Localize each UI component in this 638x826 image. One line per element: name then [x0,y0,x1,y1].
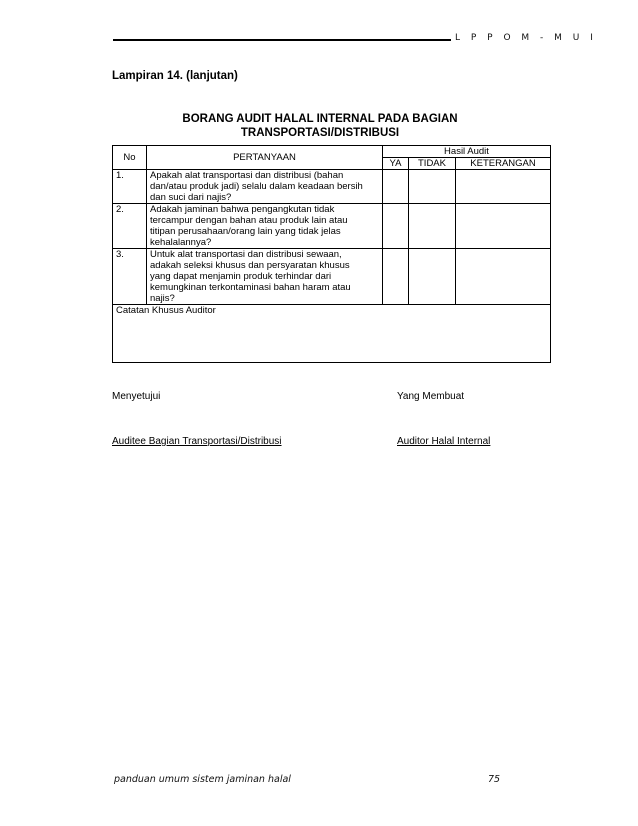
auditor-notes-row [113,305,551,363]
table-row [113,170,551,204]
question-line: dan suci dari najis? [150,192,232,203]
footer-page-number: 75 [488,774,501,785]
col-header-yes: YA [383,158,409,170]
question-line: adakah seleksi khusus dan persyaratan khusus [150,260,350,271]
col-header-no: No [113,146,147,170]
table-row [113,204,551,249]
answer-no-cell[interactable] [409,204,456,249]
header-brand: L P P O M - M U I [455,33,597,43]
col-header-question: PERTANYAAN [147,146,383,170]
question-text [147,170,383,204]
question-line: yang dapat menjamin produk terhindar dari [150,271,332,282]
answer-yes-cell[interactable] [383,204,409,249]
form-title-line1: BORANG AUDIT HALAL INTERNAL PADA BAGIAN [182,113,458,125]
question-text [147,249,383,305]
col-header-result: Hasil Audit [383,146,551,158]
answer-notes-cell[interactable] [456,204,551,249]
question-line: tercampur dengan bahan atau produk lain atau [150,215,348,226]
question-line: najis? [150,293,175,304]
question-line: dan/atau produk jadi) selalu dalam keadaan bersih [150,181,363,192]
question-number: 2. [113,204,147,249]
question-line: kemungkinan terkontaminasi bahan haram atau [150,282,351,293]
answer-no-cell[interactable] [409,249,456,305]
header-rule [113,39,451,41]
auditee-signature-label: Auditee Bagian Transportasi/Distribusi [112,436,282,447]
table-header-row [113,146,551,158]
question-line: titipan perusahaan/orang lain yang tidak jelas [150,226,341,237]
auditor-signature-label: Auditor Halal Internal [397,436,491,447]
col-header-no-answer: TIDAK [409,158,456,170]
answer-notes-cell[interactable] [456,249,551,305]
question-line: Untuk alat transportasi dan distribusi sewaan, [150,249,342,260]
answer-yes-cell[interactable] [383,249,409,305]
maker-label: Yang Membuat [397,391,465,402]
answer-yes-cell[interactable] [383,170,409,204]
question-line: kehalalannya? [150,237,212,248]
question-number: 1. [113,170,147,204]
appendix-label: Lampiran 14. (lanjutan) [112,70,238,82]
question-number: 3. [113,249,147,305]
auditor-notes-cell[interactable] [113,305,551,363]
audit-table [112,145,551,363]
footer-book-title: panduan umum sistem jaminan halal [114,774,291,785]
answer-no-cell[interactable] [409,170,456,204]
table-row [113,249,551,305]
approve-label: Menyetujui [112,391,161,402]
form-title-line2: TRANSPORTASI/DISTRIBUSI [240,127,400,139]
answer-notes-cell[interactable] [456,170,551,204]
col-header-notes: KETERANGAN [456,158,551,170]
question-line: Apakah alat transportasi dan distribusi (bahan [150,170,344,181]
auditor-notes-label: Catatan Khusus Auditor [116,305,216,316]
question-line: Adakah jaminan bahwa pengangkutan tidak [150,204,335,215]
question-text [147,204,383,249]
